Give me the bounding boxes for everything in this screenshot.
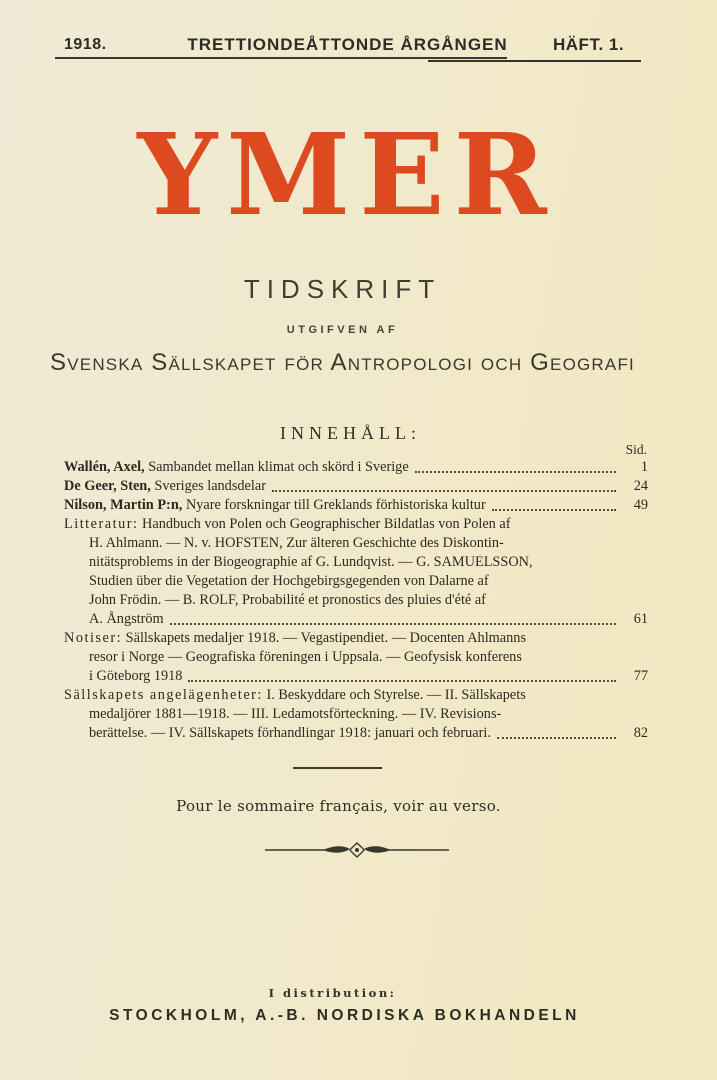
toc-page-number: 24 xyxy=(633,478,648,494)
dot-leader xyxy=(272,490,616,492)
toc-author: De Geer, Sten, xyxy=(64,478,151,494)
toc-entry xyxy=(64,515,648,629)
journal-subtitle: TIDSKRIFT xyxy=(243,274,442,304)
toc-line xyxy=(64,458,648,477)
toc-entry-text: Handbuch von Polen och Geographischer Bildatlas von Polen af xyxy=(142,516,511,532)
toc-line xyxy=(64,610,648,629)
toc-line xyxy=(64,477,648,496)
toc-entry xyxy=(64,686,648,743)
toc-section-label: Notiser: xyxy=(64,630,123,646)
journal-title: YMER xyxy=(137,110,556,241)
toc-line: Studien über die Vegetation der Hochgebirgsgegenden von Dalarne af xyxy=(89,573,489,589)
toc-entry-text: berättelse. — IV. Sällskapets förhandlingar 1918: januari och februari. xyxy=(89,725,491,741)
header-edition: TRETTIONDEÅTTONDE ÅRGÅNGEN xyxy=(187,35,508,54)
dot-leader xyxy=(170,623,616,625)
toc-section-label: Litteratur: xyxy=(64,516,139,532)
toc-page-number: 1 xyxy=(640,459,648,475)
toc-entry-title: Nyare forskningar till Greklands förhistoriska kultur xyxy=(185,497,486,513)
separator-rule xyxy=(293,767,382,769)
toc-entry xyxy=(64,477,648,496)
toc-author: Wallén, Axel, xyxy=(64,459,145,475)
toc-entry-text: i Göteborg 1918 xyxy=(89,668,183,684)
ornament-divider xyxy=(0,840,715,865)
french-summary-note: Pour le sommaire français, voir au verso. xyxy=(176,797,501,815)
toc-line xyxy=(64,515,648,534)
toc-line xyxy=(64,667,648,686)
toc-line: medaljörer 1881—1918. — III. Ledamotsförteckning. — IV. Revisions- xyxy=(89,706,502,722)
toc-entry-text: A. Ångström xyxy=(89,611,164,627)
dot-leader xyxy=(415,471,616,473)
toc-page-number: 82 xyxy=(633,725,648,741)
published-by-line: UTGIFVEN AF xyxy=(286,324,399,336)
toc-line xyxy=(64,629,648,648)
toc-entry xyxy=(64,458,648,477)
toc-entry-title: Sveriges landsdelar xyxy=(154,478,266,494)
toc-page-column-header: Sid. xyxy=(625,442,647,457)
toc-entry xyxy=(64,496,648,515)
toc-line xyxy=(64,724,648,743)
dot-leader xyxy=(188,680,616,682)
table-of-contents xyxy=(64,442,648,743)
toc-author: Nilson, Martin P:n, xyxy=(64,497,183,513)
distributor-name: STOCKHOLM, A.-B. NORDISKA BOKHANDELN xyxy=(109,1007,580,1024)
toc-line: resor i Norge — Geografiska föreningen i Uppsala. — Geofysisk konferens xyxy=(89,649,522,665)
header-rule-right xyxy=(428,60,641,62)
toc-page-number: 49 xyxy=(633,497,648,513)
toc-line xyxy=(64,496,648,515)
toc-heading: INNEHÅLL: xyxy=(280,423,421,443)
header-year: 1918. xyxy=(64,36,107,53)
toc-entry-text: Sällskapets medaljer 1918. — Vegastipendiet. — Docenten Ahlmanns xyxy=(125,630,527,646)
toc-entry-title: Sambandet mellan klimat och skörd i Sverige xyxy=(148,459,409,475)
toc-entry-text: I. Beskyddare och Styrelse. — II. Sällskapets xyxy=(266,687,526,703)
toc-section-label: Sällskapets angelägenheter: xyxy=(64,687,263,703)
toc-line: John Frödin. — B. ROLF, Probabilité et pronostics des pluies d'été af xyxy=(89,592,486,608)
toc-page-number: 61 xyxy=(633,611,648,627)
toc-line: nitätsproblems in der Biogeographie af G. Lundqvist. — G. SAMUELSSON, xyxy=(89,554,533,570)
toc-line xyxy=(64,686,648,705)
header-issue: HÄFT. 1. xyxy=(553,35,625,54)
toc-page-number: 77 xyxy=(633,668,648,684)
toc-entry xyxy=(64,629,648,686)
dot-leader xyxy=(492,509,616,511)
dot-leader xyxy=(497,737,616,739)
header-rule-left xyxy=(55,57,507,59)
society-name: Svenska Sällskapet för Antropologi och Geografi xyxy=(50,349,635,376)
ornament-divider-icon xyxy=(265,840,449,860)
distribution-label: I distribution: xyxy=(268,986,397,1000)
toc-line: H. Ahlmann. — N. v. HOFSTEN, Zur älteren Geschichte des Diskontin- xyxy=(89,535,504,551)
